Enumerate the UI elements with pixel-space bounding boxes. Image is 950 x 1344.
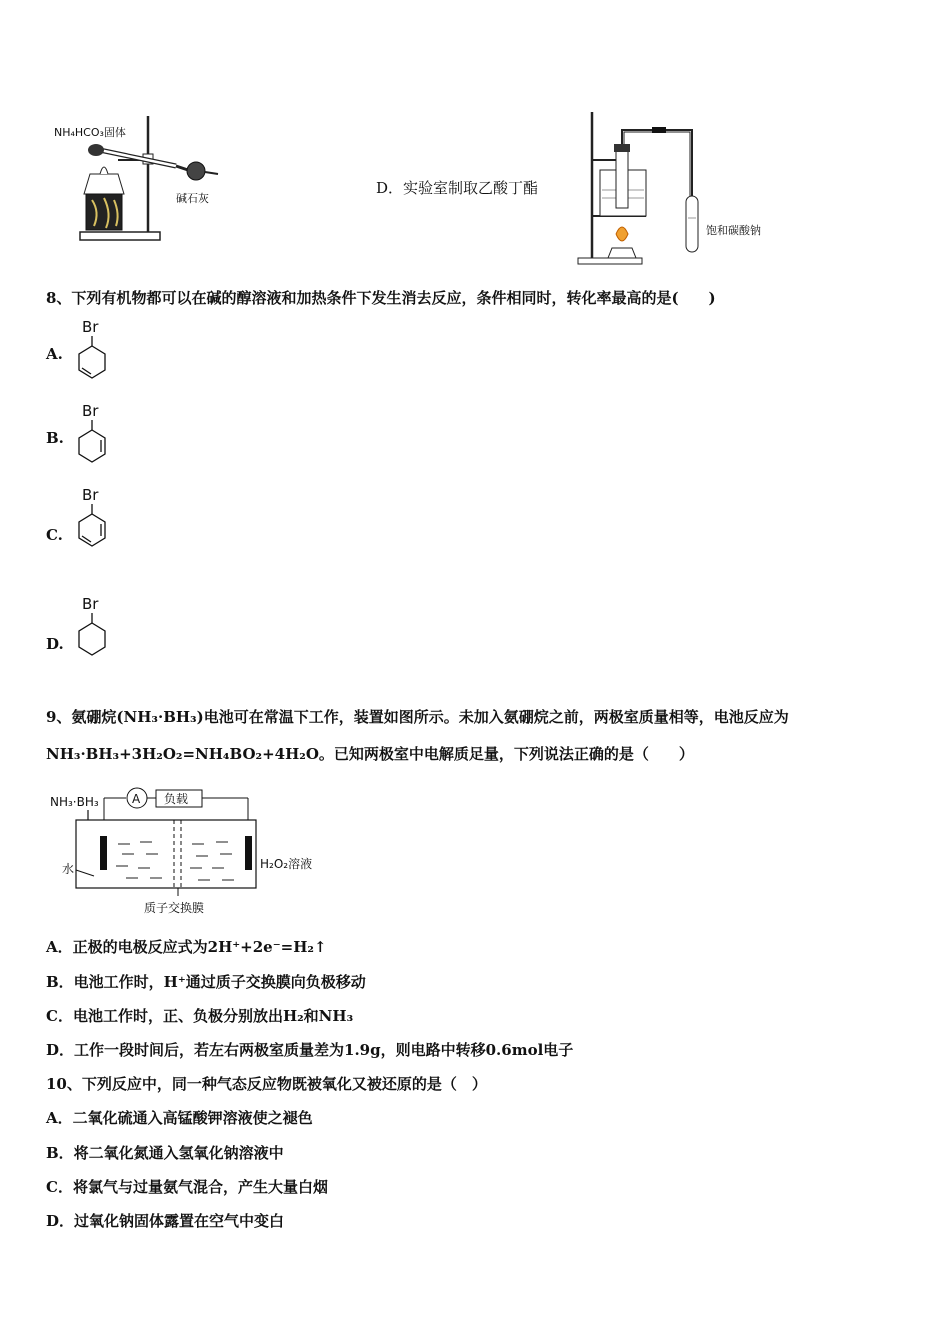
q10-option-a: A．二氧化硫通入高锰酸钾溶液使之褪色	[46, 1109, 313, 1127]
water-label: 水	[62, 862, 75, 876]
q10-option-b: B．将二氧化氮通入氢氧化钠溶液中	[46, 1144, 284, 1162]
q10-option-d: D．过氧化钠固体露置在空气中变白	[46, 1212, 285, 1230]
label-reagent: NH₄HCO₃固体	[54, 126, 126, 139]
q8-option-b-structure	[70, 402, 130, 470]
br-label: Br	[82, 318, 99, 336]
apparatus-drawing-right	[572, 108, 772, 268]
q9-stem-line1: 9、氨硼烷(NH₃·BH₃)电池可在常温下工作，装置如图所示。未加入氨硼烷之前，两极室质量相等，电池反应为	[46, 708, 789, 726]
q9-option-a: A．正极的电极反应式为2H⁺+2e⁻=H₂↑	[46, 938, 327, 956]
battery-diagram	[46, 784, 336, 920]
q8-option-b-label: B.	[46, 429, 64, 447]
q8-stem: 8、下列有机物都可以在碱的醇溶液和加热条件下发生消去反应，条件相同时，转化率最高的是( )	[46, 289, 716, 307]
q8-option-a-label: A.	[46, 345, 63, 363]
q9-option-c: C．电池工作时，正、负极分别放出H₂和NH₃	[46, 1007, 354, 1025]
q10-stem: 10、下列反应中，同一种气态反应物既被氧化又被还原的是（ ）	[46, 1075, 487, 1093]
membrane-label: 质子交换膜	[144, 901, 205, 915]
q9-stem-line2: NH₃·BH₃+3H₂O₂=NH₄BO₂+4H₂O。已知两极室中电解质足量，下列说法正确的是（ ）	[46, 745, 694, 763]
oxidant-label: H₂O₂溶液	[260, 857, 313, 871]
load-label: 负载	[164, 792, 189, 806]
br-label: Br	[82, 486, 99, 504]
label-solution: 饱和碳酸钠	[706, 224, 761, 237]
fuel-label: NH₃·BH₃	[50, 795, 99, 809]
ammeter-symbol: A	[132, 792, 141, 806]
q8-option-c-label: C.	[46, 526, 63, 544]
q8-option-d-structure	[70, 595, 130, 663]
q8-option-d-label: D.	[46, 635, 64, 653]
ester-prep-apparatus	[572, 108, 772, 268]
q8-option-a-structure	[70, 318, 130, 386]
q9-option-d: D．工作一段时间后，若左右两极室质量差为1.9g，则电路中转移0.6mol电子	[46, 1041, 574, 1059]
q9-option-b: B．电池工作时，H⁺通过质子交换膜向负极移动	[46, 973, 366, 991]
option-d-text: D．实验室制取乙酸丁酯	[376, 179, 539, 197]
label-absorbent: 碱石灰	[176, 192, 209, 205]
q8-option-c-structure	[70, 486, 130, 554]
br-label: Br	[82, 402, 99, 420]
br-label: Br	[82, 595, 99, 613]
q10-option-c: C．将氯气与过量氨气混合，产生大量白烟	[46, 1178, 328, 1196]
